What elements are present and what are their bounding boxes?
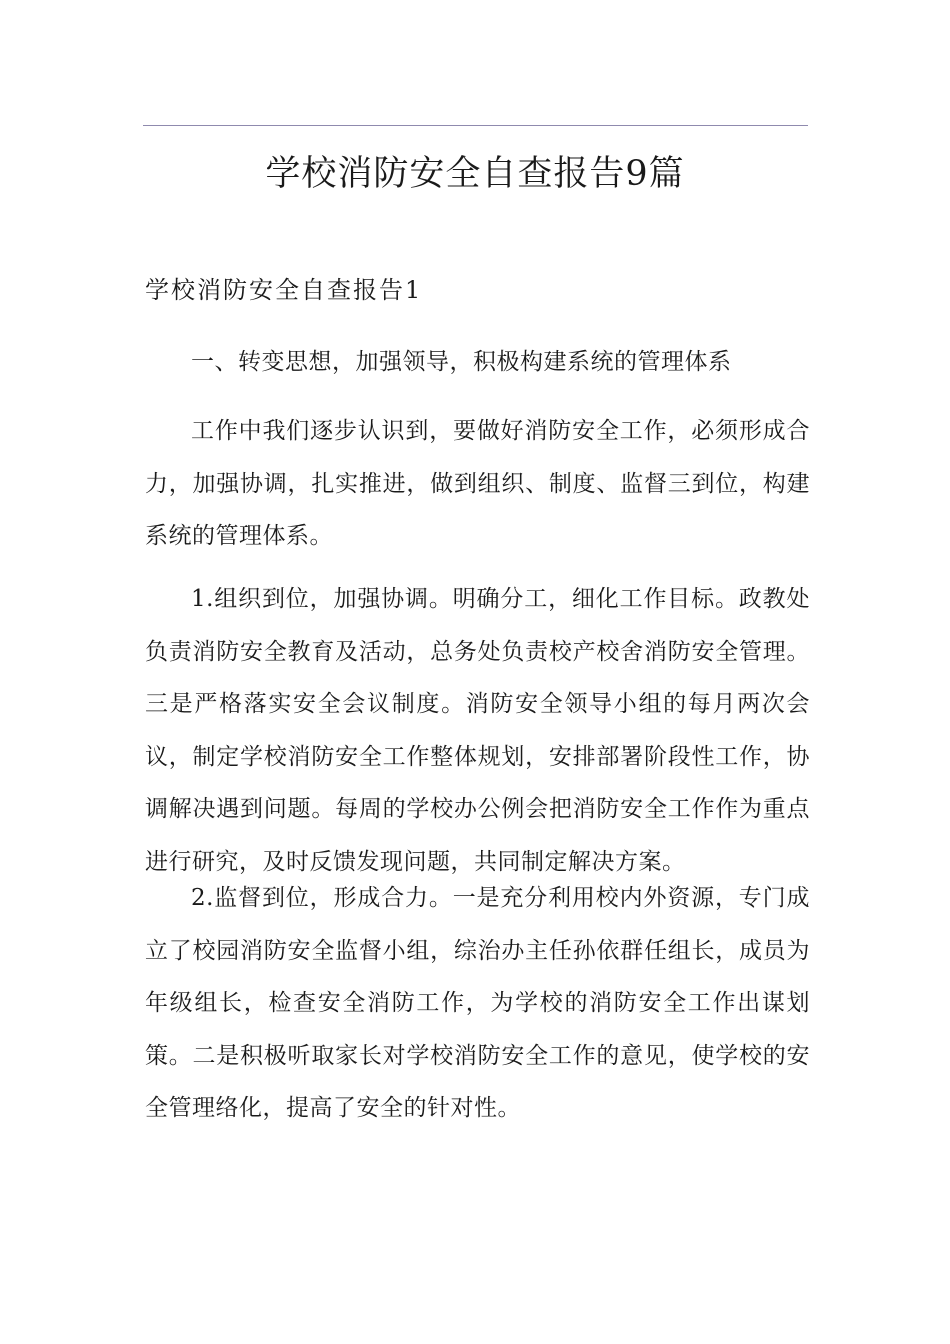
item-1-paragraph: 1.组织到位，加强协调。明确分工，细化工作目标。政教处负责消防安全教育及活动，总务处负责校产校舍消防安全管理。三是严格落实安全会议制度。消防安全领导小组的每月两次会议，制定学校消防安全工作整体规划，安排部署阶段性工作，协调解决遇到问题。每周的学校办公例会把消防安全工作作为重点进行研究，及时反馈发现问题，共同制定解决方案。 [145,586,810,875]
subheading-paragraph: 一、转变思想，加强领导，积极构建系统的管理体系 [191,349,732,375]
header-rule [143,125,808,126]
section-heading: 学校消防安全自查报告1 [145,276,423,304]
item-2-paragraph: 2.监督到位，形成合力。一是充分利用校内外资源，专门成立了校园消防安全监督小组，综治办主任孙依群任组长，成员为年级组长，检查安全消防工作，为学校的消防安全工作出谋划策。二是积极听取家长对学校消防安全工作的意见，使学校的安全管理络化，提高了安全的针对性。 [145,885,810,1121]
intro-paragraph: 工作中我们逐步认识到，要做好消防安全工作，必须形成合力，加强协调，扎实推进，做到组织、制度、监督三到位，构建系统的管理体系。 [145,418,810,549]
document-title: 学校消防安全自查报告9篇 [265,154,685,194]
